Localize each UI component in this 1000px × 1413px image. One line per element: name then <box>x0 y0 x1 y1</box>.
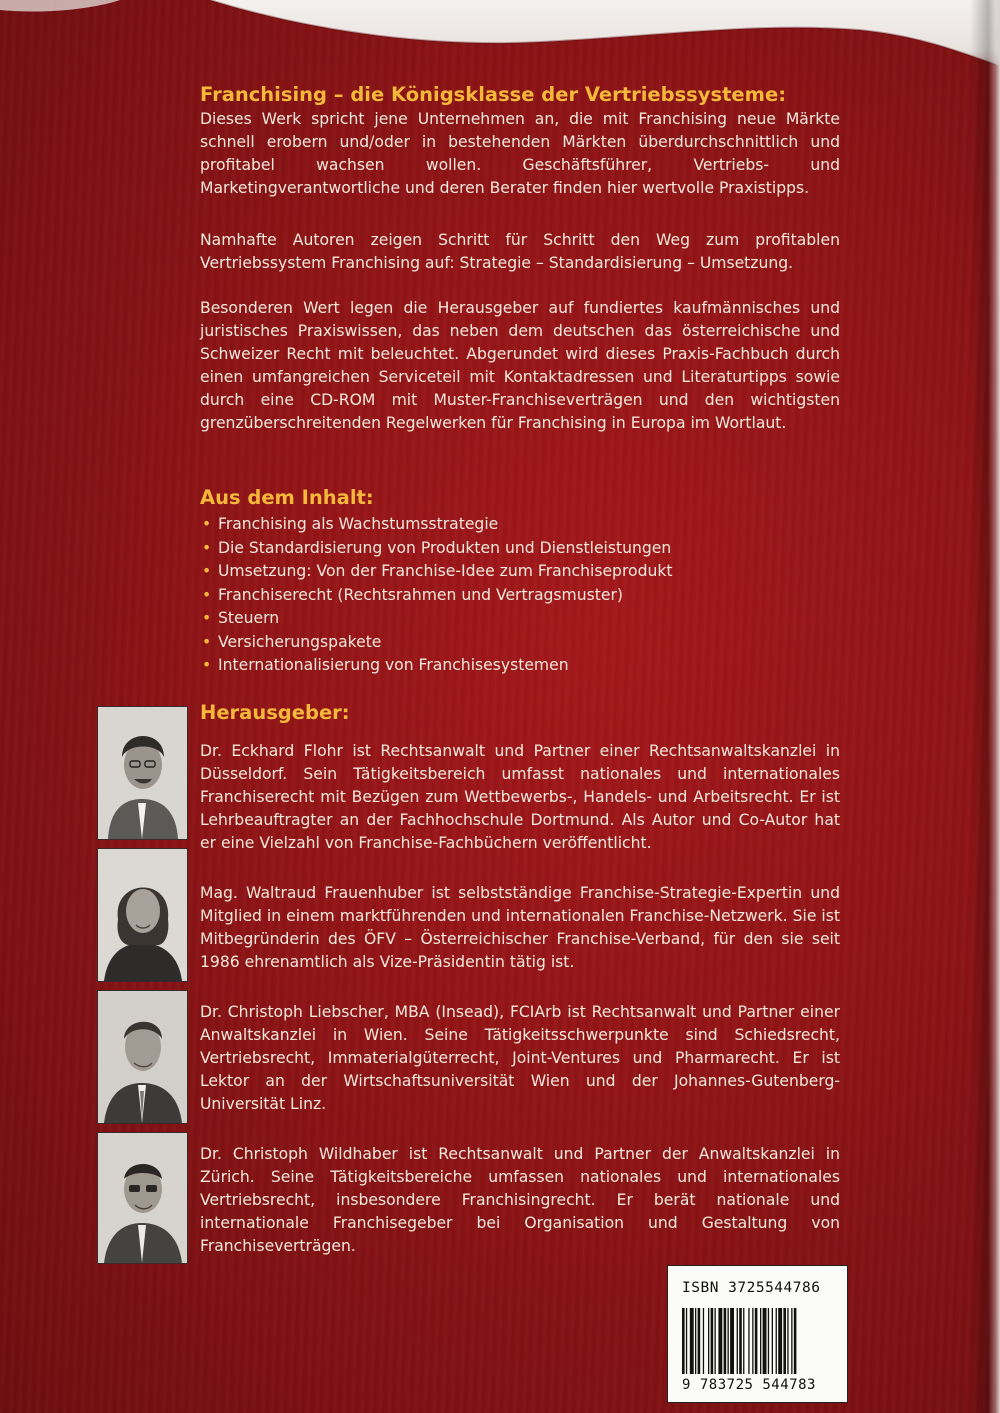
editor-bio-3: Dr. Christoph Liebscher, MBA (Insead), FCIArb ist Rechtsanwalt und Partner einer Anwaltskanzlei in Wien. Seine Tätigkeitsschwerpunkte sind Schiedsrecht, Vertriebsrecht, Immaterialgüterrecht, Joint-Ventures und Pharmarecht. Er ist Lektor an der Wirtschaftsuniversität Wien und der Johannes-Gutenberg-Universität Linz. <box>200 1002 840 1113</box>
editors-heading: Herausgeber: <box>200 701 350 724</box>
intro-paragraph-3: Besonderen Wert legen die Herausgeber auf fundiertes kaufmännisches und juristisches Praxiswissen, das neben dem deutschen das österreichische und Schweizer Recht mit beleuchtet. Abgerundet wird dieses Praxis-Fachbuch durch einen umfangreichen Serviceteil mit Kontaktadressen und Literaturtipps sowie durch eine CD-ROM mit Muster-Franchiseverträgen und den wichtigsten grenzüberschreitenden Regelwerken für Franchising in Europa im Wortlaut. <box>200 299 840 432</box>
barcode-icon <box>682 1308 833 1374</box>
bullet-icon: • <box>202 609 212 627</box>
editor-photo-2 <box>97 848 188 982</box>
top-fur-swoosh <box>0 0 1000 90</box>
editors-section <box>200 700 840 726</box>
intro-paragraph-3-block <box>200 297 840 435</box>
intro-paragraph-2: Namhafte Autoren zeigen Schritt für Schritt den Weg zum profitablen Vertriebssystem Franchising auf: Strategie – Standardisierung – Umsetzung. <box>200 231 840 272</box>
intro-paragraph-1: Dieses Werk spricht jene Unternehmen an, die mit Franchising neue Märkte schnell erobern und/oder in bestehenden Märkten überdurchschnittlich und profitabel wachsen wollen. Geschäftsführer, Vertriebs- und Marketingverantwortliche und deren Berater finden hier wertvolle Praxistipps. <box>200 110 840 197</box>
list-item: • Internationalisierung von Franchisesystemen <box>200 654 840 678</box>
spine-edge <box>970 0 1000 1413</box>
editor-bio-1: Dr. Eckhard Flohr ist Rechtsanwalt und Partner einer Rechtsanwaltskanzlei in Düsseldorf. Sein Tätigkeitsbereich umfasst nationales und internationales Franchiserecht mit Bezügen zum Wettbewerbs-, Handels- und Arbeitsrecht. Er ist Lehrbeauftragter an der Fachhochschule Dortmund. Als Autor und Co-Autor hat er eine Vielzahl von Franchise-Fachbüchern veröffentlicht. <box>200 741 840 852</box>
contents-list <box>200 513 840 678</box>
portrait-icon <box>98 849 187 981</box>
intro-paragraph-2-block <box>200 229 840 275</box>
list-item: • Versicherungspakete <box>200 631 840 655</box>
editor-photo-3 <box>97 990 188 1124</box>
bullet-icon: • <box>202 538 212 557</box>
contents-section <box>200 485 840 678</box>
intro-section <box>200 82 840 200</box>
bullet-icon: • <box>202 585 212 604</box>
portrait-icon <box>98 991 187 1123</box>
bullet-icon: • <box>202 515 212 533</box>
portrait-icon <box>98 1133 187 1263</box>
editor-bio-2: Mag. Waltraud Frauenhuber ist selbstständige Franchise-Strategie-Expertin und Mitglied in einem marktführenden und internationalen Franchise-Netzwerk. Sie ist Mitbegründerin des ÖFV – Österreichischer Franchise-Verband, für den sie seit 1986 ehrenamtlich als Vize-Präsidentin tätig ist. <box>200 883 840 971</box>
editor-photo-4 <box>97 1132 188 1264</box>
list-item: • Steuern <box>200 607 840 631</box>
list-item: • Franchising als Wachstumsstrategie <box>200 513 840 537</box>
contents-heading: Aus dem Inhalt: <box>200 486 374 509</box>
list-item: • Franchiserecht (Rechtsrahmen und Vertragsmuster) <box>200 584 840 608</box>
bullet-icon: • <box>202 656 212 674</box>
isbn-label: ISBN 3725544786 <box>682 1280 821 1296</box>
ean-digits: 9 783725 544783 <box>682 1377 816 1393</box>
bullet-icon: • <box>202 632 212 651</box>
portrait-icon <box>98 707 187 839</box>
editor-photo-1 <box>97 706 188 840</box>
bullet-icon: • <box>202 562 212 580</box>
intro-heading: Franchising – die Königsklasse der Vertriebssysteme: <box>200 83 786 106</box>
isbn-barcode-box <box>667 1265 848 1403</box>
list-item: • Umsetzung: Von der Franchise-Idee zum Franchiseprodukt <box>200 560 840 584</box>
list-item: • Die Standardisierung von Produkten und Dienstleistungen <box>200 537 840 561</box>
editor-bio-4: Dr. Christoph Wildhaber ist Rechtsanwalt und Partner der Anwaltskanzlei in Zürich. Seine Tätigkeitsbereiche umfassen nationales und internationales Vertriebsrecht, insbesondere Franchisingrecht. Er berät nationale und internationale Franchisegeber bei Organisation und Gestaltung von Franchiseverträgen. <box>200 1144 840 1255</box>
